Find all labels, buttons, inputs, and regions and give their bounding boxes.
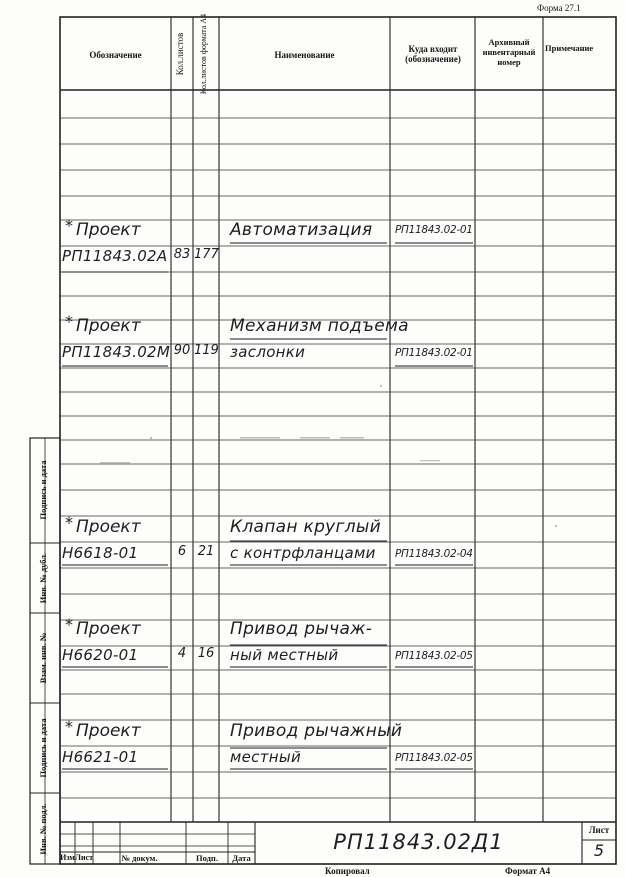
- entry-designation-line2: Н6621-01: [62, 748, 139, 766]
- stamp-inv-orig: Инв. № подл.: [38, 803, 48, 855]
- entry-name-line2: местный: [230, 748, 302, 766]
- entry-sheets: 4: [177, 646, 187, 661]
- stamp-inv-dup: Инв. № дубл.: [38, 552, 48, 604]
- footer-format: Формат А4: [505, 866, 551, 876]
- entry-name-line2: с контрфланцами: [230, 544, 376, 562]
- entry-designation-line1: Проект: [76, 220, 141, 240]
- entry-designation-line1: Проект: [76, 517, 141, 537]
- entry-designation-line2: Н6620-01: [62, 646, 139, 664]
- entry-prefix: *: [65, 717, 73, 736]
- title-designation: РП11843.02Д1: [333, 830, 504, 854]
- column-header-note: Примечание: [545, 43, 594, 53]
- column-header-sheet-count: Кол.листов: [175, 32, 185, 76]
- entry-used-in: РП11843.02-05: [395, 752, 473, 764]
- entry-name-line2: ный местный: [230, 646, 339, 664]
- entry-a4: 16: [197, 646, 215, 661]
- entry-designation-line1: Проект: [76, 721, 141, 741]
- entry-designation-line2: РП11843.02М: [62, 343, 171, 361]
- stamp-sign-date-2: Подпись и дата: [38, 718, 48, 778]
- column-header-designation: Обозначение: [89, 50, 142, 60]
- entry-prefix: *: [65, 312, 73, 331]
- entry-sheets: 6: [177, 544, 187, 559]
- entry-a4: 119: [194, 343, 219, 358]
- entry-used-in: РП11843.02-01: [395, 347, 473, 359]
- title-sheet-number: 5: [593, 841, 605, 860]
- title-sheet-label: Лист: [588, 825, 610, 835]
- entry-designation-line2: Н6618-01: [62, 544, 139, 562]
- stamp-replaced-inv: Взам. инв. №: [38, 632, 48, 684]
- column-header-a4-count: Кол.листов формата А4: [199, 13, 208, 95]
- entry-name-line1: Привод рычажный: [230, 721, 403, 741]
- entry-sheets: 90: [173, 343, 191, 358]
- column-header-used-in: Куда входит (обозначение): [405, 44, 461, 65]
- entry-sheets: 83: [173, 247, 191, 262]
- entry-used-in: РП11843.02-04: [395, 548, 473, 560]
- entry-name-line2: заслонки: [230, 343, 306, 361]
- footer-copied: Копировал: [325, 866, 370, 876]
- entry-designation-line1: Проект: [76, 619, 141, 639]
- entry-prefix: *: [65, 513, 73, 532]
- entry-used-in: РП11843.02-01: [395, 224, 473, 236]
- column-header-archive-number: Архивный инвентарный номер: [482, 37, 536, 67]
- title-doc-no-label: № докум.: [121, 853, 158, 863]
- title-list-label: Лист: [75, 853, 94, 862]
- entry-a4: 177: [194, 247, 219, 262]
- entry-used-in: РП11843.02-05: [395, 650, 473, 662]
- title-date-label: Дата: [232, 853, 251, 863]
- entry-prefix: *: [65, 615, 73, 634]
- entry-designation-line2: РП11843.02А: [62, 247, 168, 265]
- title-sign-label: Подп.: [196, 853, 218, 863]
- entry-a4: 21: [197, 544, 215, 559]
- title-izm-label: Изм: [60, 853, 75, 862]
- entry-name-line1: Автоматизация: [230, 220, 373, 240]
- entry-name-line1: Привод рычаж-: [230, 619, 373, 639]
- form-label: Форма 27.1: [537, 3, 581, 13]
- entry-name-line1: Механизм подъема: [230, 316, 409, 336]
- entry-name-line1: Клапан круглый: [230, 517, 381, 537]
- entry-prefix: *: [65, 216, 73, 235]
- column-header-name: Наименование: [274, 50, 335, 60]
- entry-designation-line1: Проект: [76, 316, 141, 336]
- stamp-sign-date-1: Подпись и дата: [38, 460, 48, 520]
